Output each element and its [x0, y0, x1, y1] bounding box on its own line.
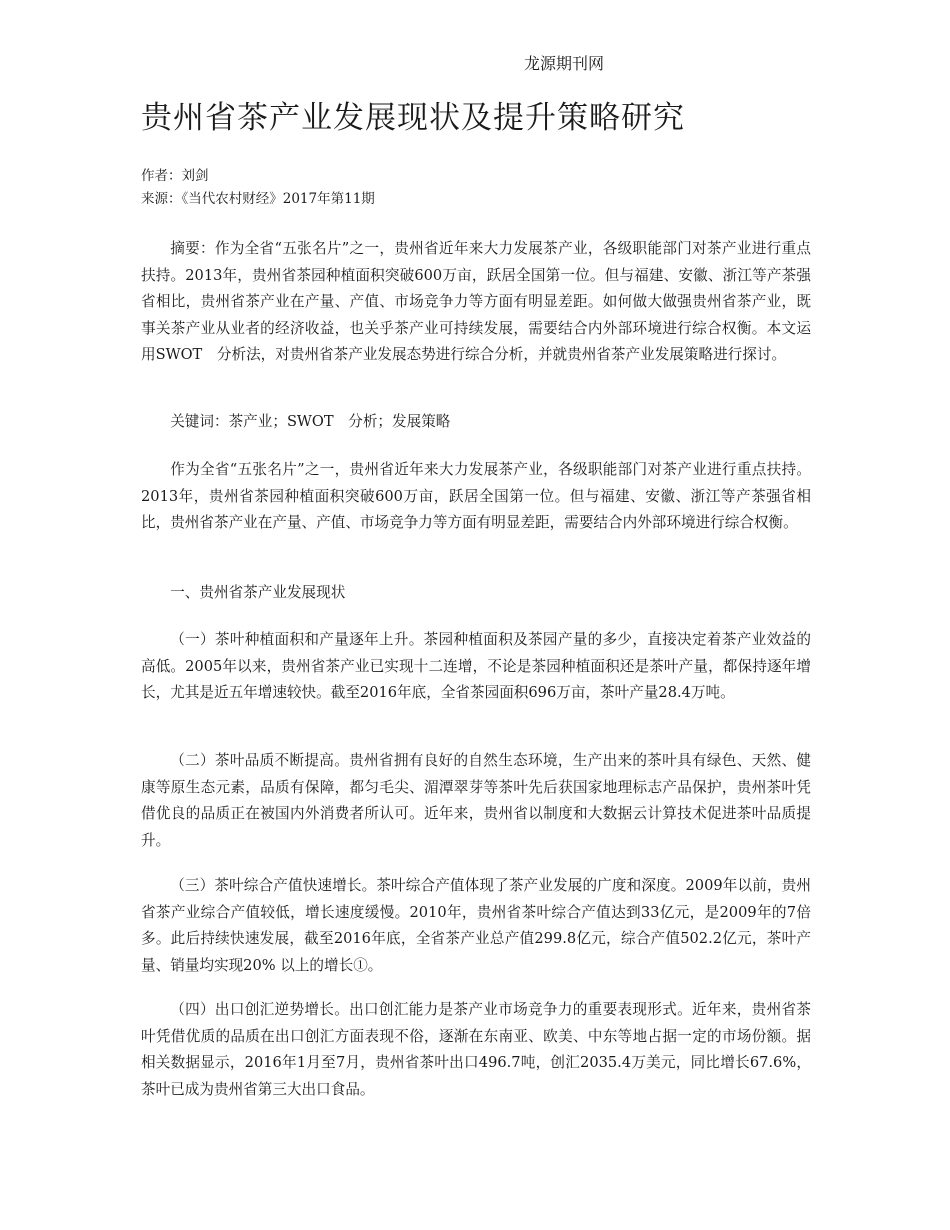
subsection-paragraph-4: （四）出口创汇逆势增长。出口创汇能力是茶产业市场竞争力的重要表现形式。近年来，贵州省茶叶凭借优质的品质在出口创汇方面表现不俗，逐渐在东南亚、欧美、中东等地占据一定的市场份额。据相关数据显示，2016年1月至7月，贵州省茶叶出口496.7吨，创汇2035.4万美元，同比增长67.6%，茶叶已成为贵州省第三大出口食品。: [141, 1001, 811, 1098]
source-line: 来源：《当代农村财经》2017年第11期: [141, 191, 375, 207]
intro-paragraph: 作为全省“五张名片”之一，贵州省近年来大力发展茶产业，各级职能部门对茶产业进行重点扶持。2013年，贵州省茶园种植面积突破600万亩，跃居全国第一位。但与福建、安徽、浙江等产茶强省相比，贵州省茶产业在产量、产值、市场竞争力等方面有明显差距，需要结合内外部环境进行综合权衡。: [141, 461, 811, 531]
keywords-paragraph: 关键词：茶产业；SWOT 分析；发展策略: [170, 413, 451, 430]
subsection-paragraph-3: （三）茶叶综合产值快速增长。茶叶综合产值体现了茶产业发展的广度和深度。2009年以前，贵州省茶产业综合产值较低，增长速度缓慢。2010年，贵州省茶叶综合产值达到33亿元，是2009年的7倍多。此后持续快速发展，截至2016年底，全省茶产业总产值299.8亿元，综合产值502.2亿元，茶叶产量、销量均实现20% 以上的增长①。: [141, 877, 811, 974]
site-name: 龙源期刊网: [524, 54, 605, 73]
article-title: 贵州省茶产业发展现状及提升策略研究: [141, 100, 685, 136]
abstract-paragraph: 摘要：作为全省“五张名片”之一，贵州省近年来大力发展茶产业，各级职能部门对茶产业进行重点扶持。2013年，贵州省茶园种植面积突破600万亩，跃居全国第一位。但与福建、安徽、浙江等产茶强省相比，贵州省茶产业在产量、产值、市场竞争力等方面有明显差距。如何做大做强贵州省茶产业，既事关茶产业从业者的经济收益，也关乎茶产业可持续发展，需要结合内外部环境进行综合权衡。本文运用SWOT 分析法，对贵州省茶产业发展态势进行综合分析，并就贵州省茶产业发展策略进行探讨。: [141, 240, 811, 363]
author-line: 作者：刘剑: [141, 168, 209, 184]
section-heading: 一、贵州省茶产业发展现状: [170, 584, 346, 601]
subsection-paragraph-2: （二）茶叶品质不断提高。贵州省拥有良好的自然生态环境，生产出来的茶叶具有绿色、天然、健康等原生态元素，品质有保障，都匀毛尖、湄潭翠芽等茶叶先后获国家地理标志产品保护，贵州茶叶凭借优良的品质正在被国内外消费者所认可。近年来，贵州省以制度和大数据云计算技术促进茶叶品质提升。: [141, 752, 811, 849]
subsection-paragraph-1: （一）茶叶种植面积和产量逐年上升。茶园种植面积及茶园产量的多少，直接决定着茶产业效益的高低。2005年以来，贵州省茶产业已实现十二连增，不论是茶园种植面积还是茶叶产量，都保持逐年增长，尤其是近五年增速较快。截至2016年底，全省茶园面积696万亩，茶叶产量28.4万吨。: [141, 631, 811, 701]
